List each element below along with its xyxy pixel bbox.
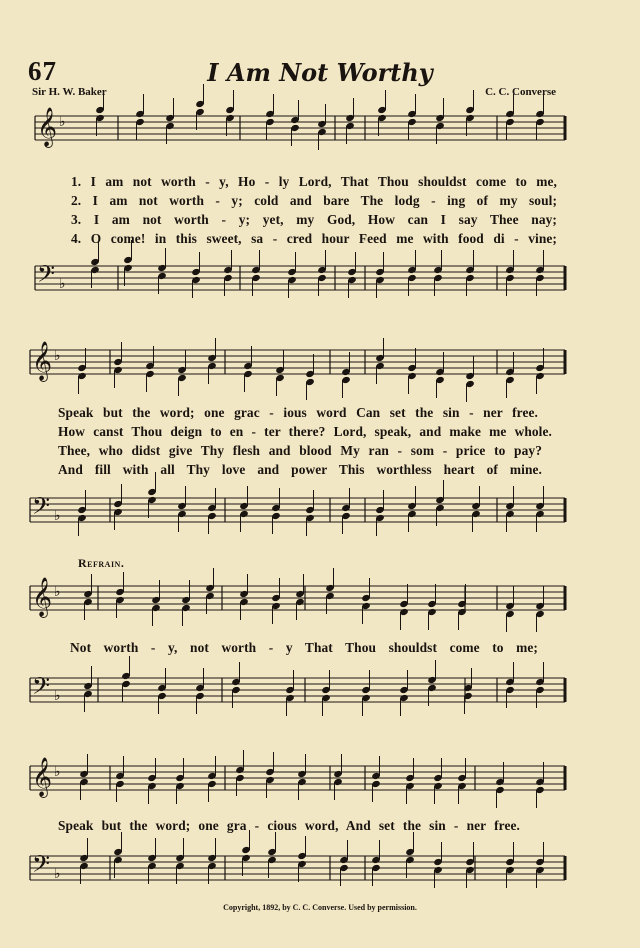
- bass-clef-icon: 𝄢: [32, 492, 51, 525]
- bass-clef-icon: 𝄢: [32, 672, 51, 705]
- hymn-title: I Am Not Worthy: [207, 58, 433, 87]
- flat-key-signature-icon: ♭: [54, 764, 61, 780]
- refrain-line-2: Speak but the word; one gra - cious word, And set the sin - ner free.: [58, 818, 520, 833]
- flat-key-signature-icon: ♭: [54, 508, 61, 524]
- verse-2-line-2: How canst Thou deign to en - ter there? Lord, speak, and make me whole.: [58, 424, 552, 439]
- flat-key-signature-icon: ♭: [54, 348, 61, 364]
- verse-3-line-2: Thee, who didst give Thy flesh and blood My ran - som - price to pay?: [58, 443, 542, 458]
- flat-key-signature-icon: ♭: [59, 114, 66, 130]
- verse-3-line-1: 3. I am not worth - y; yet, my God, How can I say Thee nay;: [71, 212, 557, 227]
- flat-key-signature-icon: ♭: [54, 584, 61, 600]
- verse-2-line-1: 2. I am not worth - y; cold and bare The lodg - ing of my soul;: [71, 193, 557, 208]
- verse-1-line-2: Speak but the word; one grac - ious word Can set the sin - ner free.: [58, 405, 538, 420]
- verse-1-line-1: 1. I am not worth - y, Ho - ly Lord, That Thou shouldst come to me,: [71, 174, 557, 189]
- refrain-label: Refrain.: [78, 556, 125, 570]
- treble-clef-icon: 𝄞: [32, 757, 53, 797]
- flat-key-signature-icon: ♭: [59, 276, 66, 292]
- treble-clef-icon: 𝄞: [32, 577, 53, 617]
- flat-key-signature-icon: ♭: [54, 688, 61, 704]
- verse-4-line-2: And fill with all Thy love and power This worthless heart of mine.: [58, 462, 542, 477]
- treble-clef-icon: 𝄞: [32, 341, 53, 381]
- hymn-number: 67: [28, 56, 57, 86]
- refrain-line-1: Not worth - y, not worth - y That Thou shouldst come to me;: [70, 640, 538, 655]
- author-credit: Sir H. W. Baker: [32, 86, 107, 98]
- copyright-notice: Copyright, 1892, by C. C. Converse. Used by permission.: [223, 903, 417, 912]
- verse-4-line-1: 4. O come! in this sweet, sa - cred hour Feed me with food di - vine;: [71, 231, 557, 246]
- bass-clef-icon: 𝄢: [32, 850, 51, 883]
- composer-credit: C. C. Converse: [485, 86, 556, 98]
- bass-clef-icon: 𝄢: [37, 260, 56, 293]
- treble-clef-icon: 𝄞: [37, 107, 58, 147]
- flat-key-signature-icon: ♭: [54, 866, 61, 882]
